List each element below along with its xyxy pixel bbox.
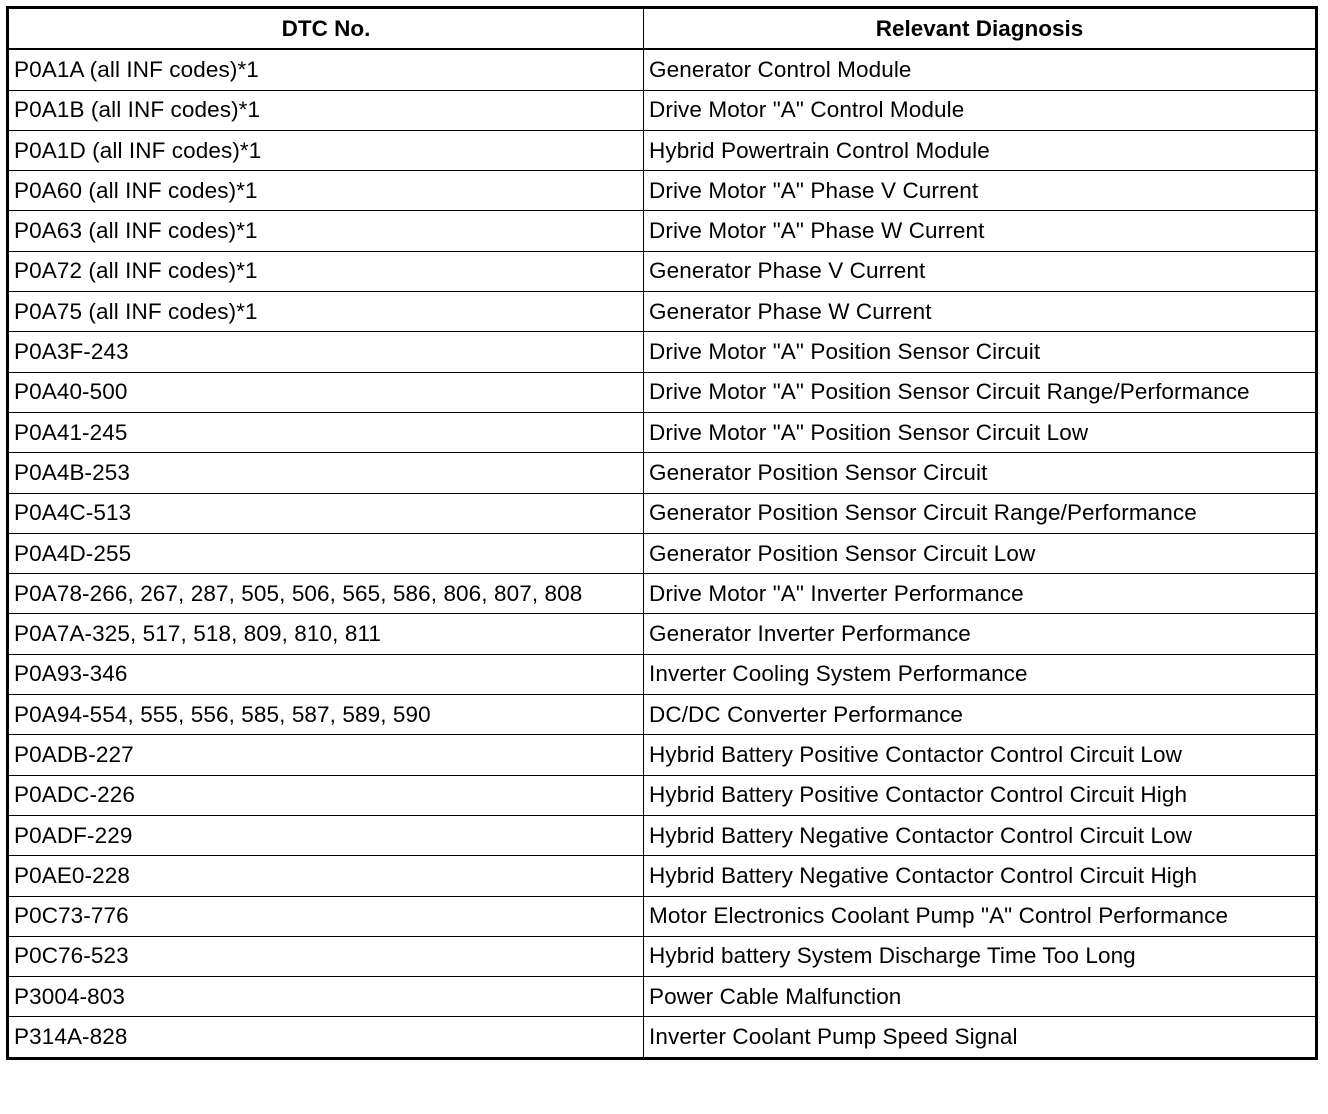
table-row <box>8 1017 1317 1058</box>
table-row <box>8 856 1317 896</box>
diagnosis-cell: Hybrid Battery Positive Contactor Control Circuit Low <box>644 735 1317 775</box>
dtc-code-cell: P0A63 (all INF codes)*1 <box>8 211 644 251</box>
dtc-code-cell: P0C76-523 <box>8 936 644 976</box>
table-row <box>8 332 1317 372</box>
table-row <box>8 251 1317 291</box>
dtc-code-cell: P0A4D-255 <box>8 533 644 573</box>
dtc-code-cell: P0A78-266, 267, 287, 505, 506, 565, 586, 806, 807, 808 <box>8 574 644 614</box>
dtc-code-cell: P0C73-776 <box>8 896 644 936</box>
table-row <box>8 372 1317 412</box>
diagnosis-cell: Hybrid battery System Discharge Time Too Long <box>644 936 1317 976</box>
diagnosis-cell: Drive Motor "A" Phase V Current <box>644 171 1317 211</box>
dtc-code-cell: P0A75 (all INF codes)*1 <box>8 292 644 332</box>
table-row <box>8 453 1317 493</box>
diagnosis-cell: DC/DC Converter Performance <box>644 695 1317 735</box>
dtc-code-cell: P0ADC-226 <box>8 775 644 815</box>
dtc-code-cell: P0ADF-229 <box>8 815 644 855</box>
diagnosis-cell: Generator Inverter Performance <box>644 614 1317 654</box>
table-row <box>8 49 1317 90</box>
dtc-code-cell: P0A1D (all INF codes)*1 <box>8 130 644 170</box>
diagnosis-cell: Hybrid Battery Positive Contactor Control Circuit High <box>644 775 1317 815</box>
table-row <box>8 896 1317 936</box>
diagnosis-cell: Hybrid Powertrain Control Module <box>644 130 1317 170</box>
diagnosis-cell: Hybrid Battery Negative Contactor Control Circuit High <box>644 856 1317 896</box>
diagnosis-cell: Power Cable Malfunction <box>644 977 1317 1017</box>
header-relevant-diagnosis: Relevant Diagnosis <box>644 8 1317 50</box>
dtc-code-cell: P0ADB-227 <box>8 735 644 775</box>
diagnosis-cell: Generator Phase V Current <box>644 251 1317 291</box>
dtc-code-cell: P314A-828 <box>8 1017 644 1058</box>
diagnosis-cell: Inverter Cooling System Performance <box>644 654 1317 694</box>
dtc-code-cell: P0A4B-253 <box>8 453 644 493</box>
table-row <box>8 936 1317 976</box>
table-row <box>8 977 1317 1017</box>
diagnosis-cell: Generator Position Sensor Circuit Low <box>644 533 1317 573</box>
diagnosis-cell: Drive Motor "A" Position Sensor Circuit <box>644 332 1317 372</box>
dtc-code-cell: P0A60 (all INF codes)*1 <box>8 171 644 211</box>
table-header <box>8 8 1317 50</box>
dtc-code-cell: P0A40-500 <box>8 372 644 412</box>
dtc-code-cell: P0AE0-228 <box>8 856 644 896</box>
diagnosis-cell: Generator Control Module <box>644 49 1317 90</box>
dtc-code-cell: P3004-803 <box>8 977 644 1017</box>
dtc-code-cell: P0A72 (all INF codes)*1 <box>8 251 644 291</box>
table-row <box>8 815 1317 855</box>
diagnosis-cell: Drive Motor "A" Position Sensor Circuit Range/Performance <box>644 372 1317 412</box>
table-row <box>8 412 1317 452</box>
diagnosis-cell: Generator Position Sensor Circuit Range/Performance <box>644 493 1317 533</box>
table-row <box>8 533 1317 573</box>
dtc-code-cell: P0A4C-513 <box>8 493 644 533</box>
table-row <box>8 211 1317 251</box>
dtc-code-cell: P0A3F-243 <box>8 332 644 372</box>
table-row <box>8 735 1317 775</box>
header-dtc-no: DTC No. <box>8 8 644 50</box>
table-row <box>8 171 1317 211</box>
table-row <box>8 614 1317 654</box>
dtc-code-cell: P0A94-554, 555, 556, 585, 587, 589, 590 <box>8 695 644 735</box>
dtc-code-cell: P0A93-346 <box>8 654 644 694</box>
dtc-code-cell: P0A1A (all INF codes)*1 <box>8 49 644 90</box>
diagnosis-cell: Drive Motor "A" Control Module <box>644 90 1317 130</box>
dtc-code-cell: P0A1B (all INF codes)*1 <box>8 90 644 130</box>
table-row <box>8 695 1317 735</box>
table-row <box>8 130 1317 170</box>
table-body <box>8 49 1317 1058</box>
dtc-code-cell: P0A41-245 <box>8 412 644 452</box>
diagnosis-cell: Generator Phase W Current <box>644 292 1317 332</box>
table-row <box>8 90 1317 130</box>
dtc-table <box>6 6 1318 1060</box>
diagnosis-cell: Inverter Coolant Pump Speed Signal <box>644 1017 1317 1058</box>
diagnosis-cell: Hybrid Battery Negative Contactor Control Circuit Low <box>644 815 1317 855</box>
table-row <box>8 493 1317 533</box>
header-row <box>8 8 1317 50</box>
diagnosis-cell: Drive Motor "A" Position Sensor Circuit Low <box>644 412 1317 452</box>
table-row <box>8 654 1317 694</box>
table-row <box>8 292 1317 332</box>
dtc-code-cell: P0A7A-325, 517, 518, 809, 810, 811 <box>8 614 644 654</box>
diagnosis-cell: Motor Electronics Coolant Pump "A" Control Performance <box>644 896 1317 936</box>
table-row <box>8 574 1317 614</box>
diagnosis-cell: Generator Position Sensor Circuit <box>644 453 1317 493</box>
diagnosis-cell: Drive Motor "A" Inverter Performance <box>644 574 1317 614</box>
diagnosis-cell: Drive Motor "A" Phase W Current <box>644 211 1317 251</box>
table-row <box>8 775 1317 815</box>
